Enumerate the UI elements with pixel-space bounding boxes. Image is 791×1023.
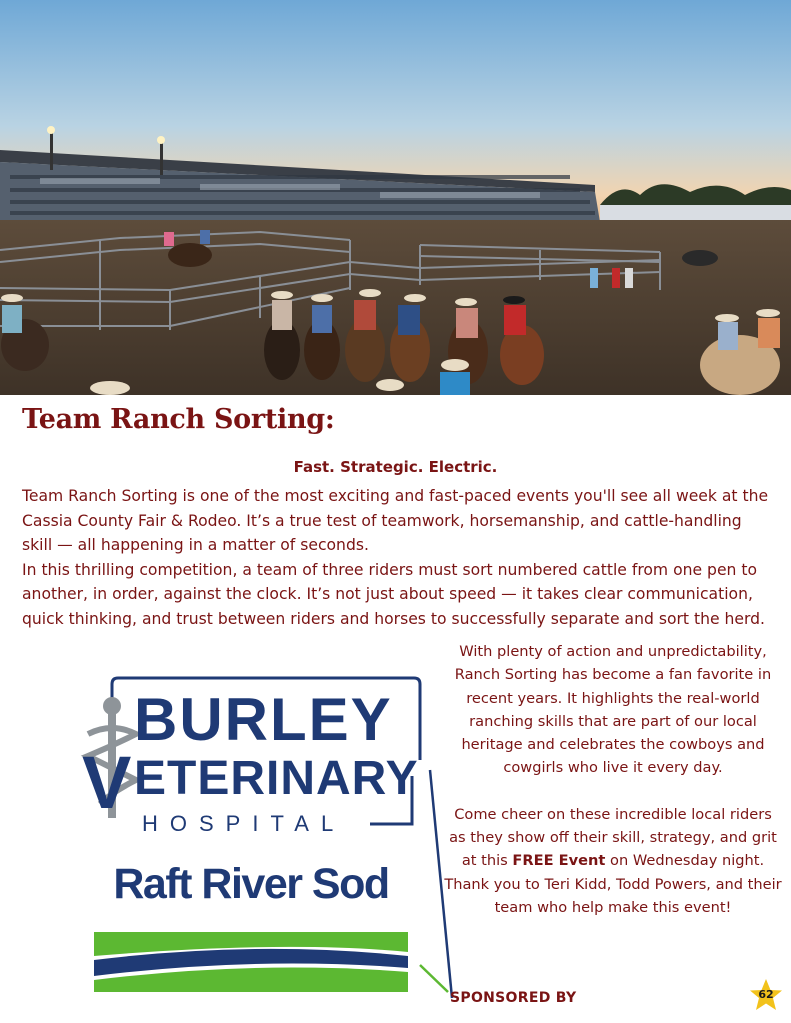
- event-paragraph: With plenty of action and unpredictability, Ranch Sorting has become a fan favorite in recent years. It highlights the real-world ranching skills that are part of our local heritage and celebrates the cowboys and cowgirls who live it every day.: [454, 643, 772, 777]
- burley-veterinary-logo: [70, 676, 430, 836]
- intro-paragraph: In this thrilling competition, a team of three riders must sort numbered cattle from one pen to another, in order, against the clock. It’s not just about speed — it takes clear communication, quick thinking, and trust between riders and horses to successfully separate and sort the herd.: [22, 560, 765, 628]
- raft-river-sod-logo: [86, 860, 426, 1000]
- event-paragraph-cheer: [444, 803, 782, 919]
- veterinary-text: ETERINARY: [134, 752, 419, 805]
- hospital-text: HOSPITAL: [142, 811, 346, 836]
- raft-stripes-graphic: [86, 860, 426, 1000]
- event-description: [444, 640, 782, 919]
- free-event-highlight: FREE Event: [512, 852, 606, 870]
- burley-text: BURLEY: [134, 686, 393, 753]
- cheer-text-start: Come cheer on these incredible local riders as they show off their skill, strategy, and grit at this: [449, 805, 777, 870]
- tagline: Fast. Strategic. Electric.: [293, 458, 498, 476]
- page-title: Team Ranch Sorting:: [22, 404, 335, 435]
- burley-logo-graphic: [70, 676, 430, 836]
- cheer-text-end: on Wednesday night. Thank you to Teri Kidd, Todd Powers, and their team who help make this event!: [444, 852, 782, 916]
- rodeo-arena-photo: [0, 0, 791, 395]
- intro-text: [22, 484, 772, 631]
- intro-paragraph: Team Ranch Sorting is one of the most exciting and fast-paced events you'll see all week at the Cassia County Fair & Rodeo. It’s a true test of teamwork, horsemanship, and cattle-handling skill — all happening in a matter of seconds.: [22, 487, 769, 554]
- veterinary-initial: V: [82, 741, 132, 824]
- page-number: 62: [758, 988, 774, 1001]
- raft-river-sod-name: Raft River Sod: [113, 860, 389, 908]
- sponsor-connector-line: [410, 760, 470, 1010]
- sponsored-by-label: SPONSORED BY: [450, 990, 577, 1006]
- rodeo-arena-illustration: [0, 0, 791, 395]
